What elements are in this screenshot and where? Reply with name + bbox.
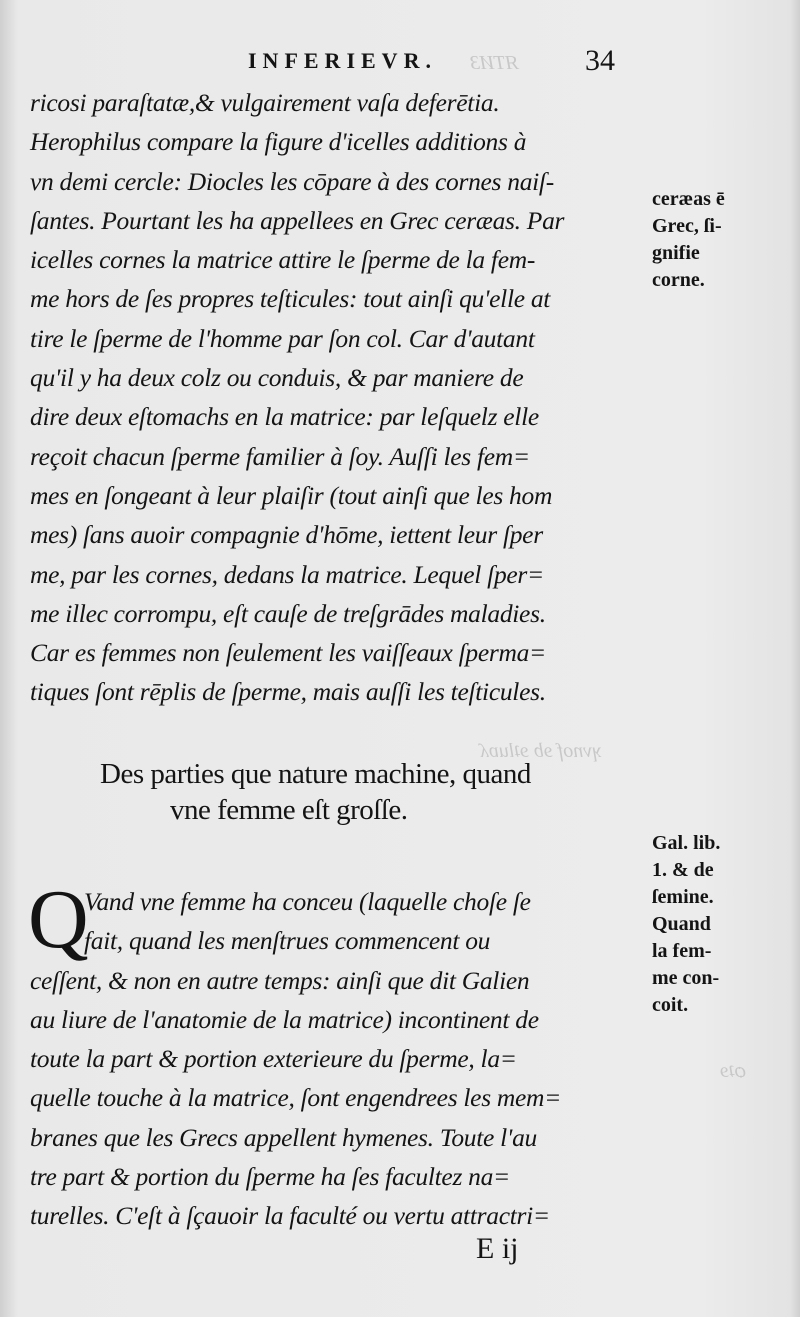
margin-note-line: coit. — [652, 994, 689, 1016]
page-header — [0, 44, 800, 84]
text-line: quelle touche à la matrice, ſont engendrees les mem= — [30, 1083, 562, 1113]
text-line: ricosi paraſtatæ,& vulgairement vaſa deferētia. — [30, 88, 500, 117]
text-line: ſantes. Pourtant les ha appellees en Grec ceræas. Par — [30, 205, 565, 235]
margin-note-line: 1. & de — [652, 859, 714, 881]
text-line: toute la part & portion exterieure du ſperme, la= — [30, 1044, 517, 1074]
text-line: icelles cornes la matrice attire le ſperme de la fem- — [30, 245, 536, 275]
signature-mark: E ij — [476, 1232, 519, 1265]
text-line: qu'il y ha deux colz ou conduis, & par maniere de — [30, 363, 524, 393]
text-line: mes en ſongeant à leur plaiſir (tout ainſi que les hom — [30, 480, 553, 510]
text-line: tiques ſont rēplis de ſperme, mais auſſi les teſticules. — [30, 677, 546, 707]
text-line: ceſſent, & non en autre temps: ainſi que dit Galien — [30, 965, 530, 995]
text-line: tre part & portion du ſperme ha ſes facultez na= — [30, 1162, 510, 1192]
running-head: INFERIEVR. — [248, 48, 437, 73]
section-heading — [100, 756, 660, 828]
text-line: reçoit chacun ſperme familier à ſoy. Auſſi les fem= — [30, 441, 530, 471]
margin-note-line: ceræas ē — [652, 188, 725, 210]
margin-note-line: la fem- — [652, 940, 712, 962]
text-line: vn demi cercle: Diocles les cōpare à des cornes naiſ- — [30, 166, 554, 196]
page-number: 34 — [585, 44, 615, 77]
margin-note-line: gnifie — [652, 242, 700, 264]
text-line: me hors de ſes propres teſticules: tout ainſi qu'elle at — [30, 284, 551, 314]
text-line: au liure de l'anatomie de la matrice) incontinent de — [30, 1004, 539, 1034]
text-line: me, par les cornes, dedans la matrice. Lequel ſper= — [30, 559, 544, 589]
text-line: tire le ſperme de l'homme par ſon col. Car d'autant — [30, 323, 535, 353]
text-line: Vand vne femme ha conceu (laquelle choſe ſe — [84, 887, 531, 916]
text-line: branes que les Grecs appellent hymenes. Toute l'au — [30, 1122, 537, 1152]
margin-note-line: ſemine. — [652, 886, 714, 908]
show-through-text: ЯТИЗ — [470, 52, 519, 74]
show-through-text: ʞvnof ɘb ɘʇluɒʎ — [480, 740, 602, 762]
text-line: dire deux eſtomachs en la matrice: par leſquelz elle — [30, 402, 539, 432]
text-line: Car es femmes non ſeulement les vaiſſeaux ſperma= — [30, 638, 546, 668]
text-line: me illec corrompu, eſt cauſe de treſgrādes maladies. — [30, 598, 546, 628]
margin-note-line: Quand — [652, 913, 711, 935]
body-text-bottom — [30, 882, 650, 1236]
text-line: mes) ſans auoir compagnie d'hōme, iettent leur ſper — [30, 520, 543, 550]
section-heading-line: Des parties que nature machine, quand — [100, 758, 531, 790]
margin-note-ceraeas — [652, 186, 725, 294]
text-line: turelles. C'eſt à ſçauoir la faculté ou vertu attractri= — [30, 1201, 550, 1231]
body-text-top — [30, 83, 650, 712]
margin-note-galen — [652, 830, 720, 1019]
drop-cap: Q — [28, 873, 89, 966]
margin-note-line: corne. — [652, 269, 705, 291]
margin-note-line: Gal. lib. — [652, 832, 721, 854]
text-line: Herophilus compare la figure d'icelles additions à — [30, 127, 527, 157]
text-line: fait, quand les menſtrues commencent ou — [84, 926, 491, 956]
margin-note-line: me con- — [652, 967, 720, 989]
section-heading-line: vne femme eſt groſſe. — [170, 794, 408, 826]
show-through-text: ѻʇɘ — [720, 1060, 746, 1082]
margin-note-line: Grec, ſi- — [652, 215, 722, 237]
